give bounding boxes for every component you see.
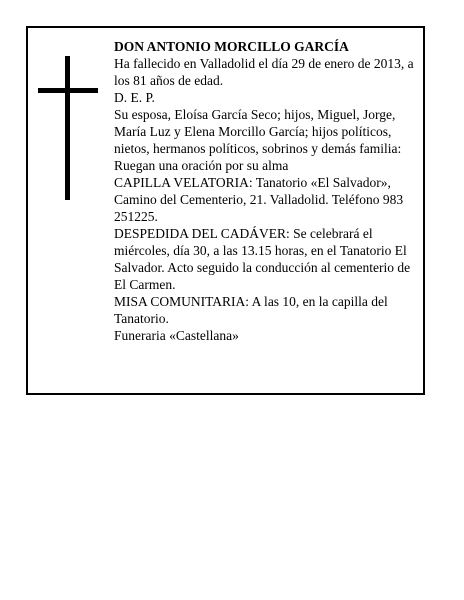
cross-horizontal-bar (38, 88, 98, 93)
rip-line: D. E. P. (114, 90, 155, 105)
family-list: Su esposa, Eloísa García Seco; hijos, Miguel, Jorge, María Luz y Elena Morcillo García; hijos políticos, nietos, hermanos políticos, sobrinos y demás familia: (114, 107, 402, 156)
chapel-info: CAPILLA VELATORIA: Tanatorio «El Salvador», Camino del Cementerio, 21. Valladolid. Teléfono 983 251225. (114, 175, 404, 224)
prayer-request: Ruegan una oración por su alma (114, 158, 289, 173)
obituary-notice (26, 26, 425, 395)
cross-vertical-bar (65, 56, 70, 200)
mass-info: MISA COMUNITARIA: A las 10, en la capilla del Tanatorio. (114, 294, 388, 326)
obituary-text (114, 38, 422, 344)
death-announcement: Ha fallecido en Valladolid el día 29 de enero de 2013, a los 81 años de edad. (114, 56, 414, 88)
deceased-name: DON ANTONIO MORCILLO GARCÍA (114, 39, 349, 54)
farewell-info: DESPEDIDA DEL CADÁVER: Se celebrará el miércoles, día 30, a las 13.15 horas, en el Tanatorio El Salvador. Acto seguido la conducción al cementerio de El Carmen. (114, 226, 411, 292)
cross-icon (38, 56, 98, 200)
funeral-home: Funeraria «Castellana» (114, 328, 239, 343)
